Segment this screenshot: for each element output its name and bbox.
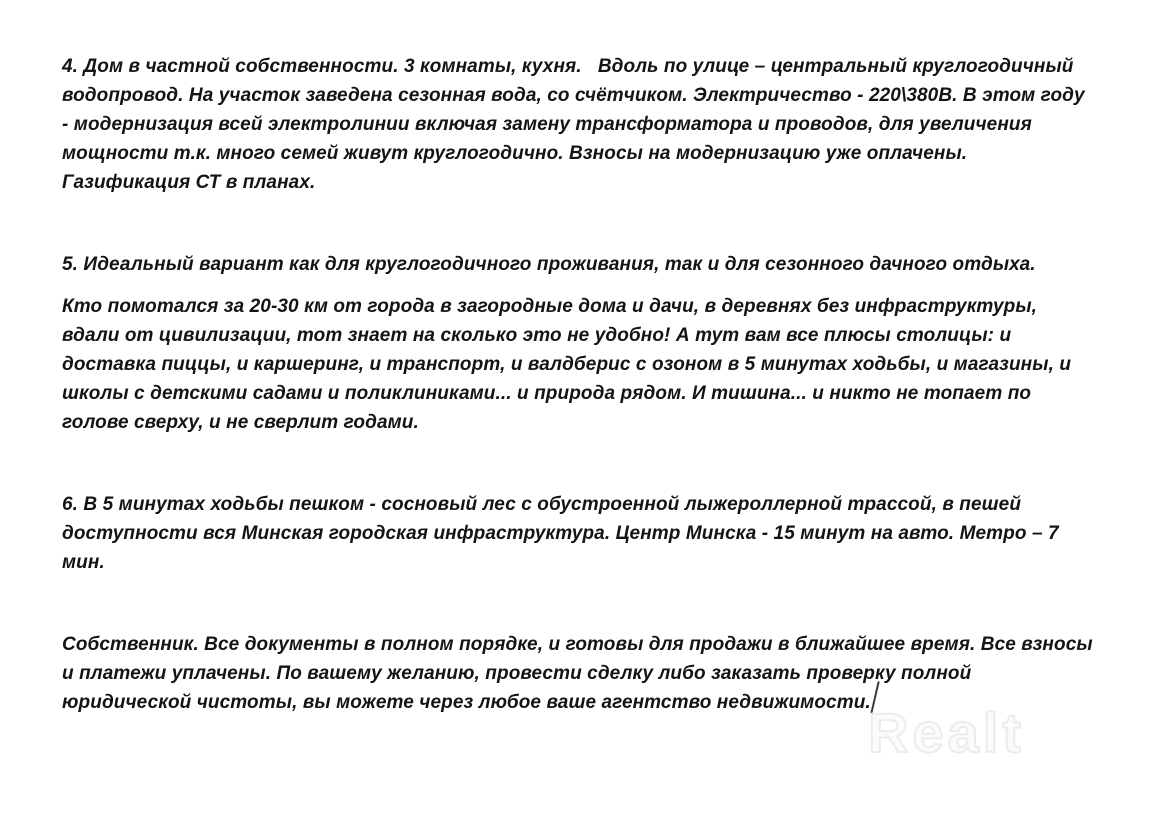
paragraph-4-house-ownership: 4. Дом в частной собственности. 3 комнаты, кухня. Вдоль по улице – центральный круглогодичный водопровод. На участок заведена сезонная вода, со счётчиком. Электричество - 220\380В. В этом году - модернизация всей электролинии включая замену трансформатора и проводов, для увеличения мощности т.к. много семей живут круглогодично. Взносы на модернизацию уже оплачены. Газификация СТ в планах. [62, 56, 1091, 193]
paragraph-owner-documents: Собственник. Все документы в полном порядке, и готовы для продажи в ближайшее время. Все взносы и платежи уплачены. По вашему желанию, провести сделку либо заказать проверку полной юридической чистоты, вы можете через любое ваше агентство недвижимости. [62, 634, 1099, 713]
listing-description-text [62, 52, 1099, 717]
realt-watermark: Realt [868, 701, 1025, 764]
paragraph-5-city-benefits: Кто помотался за 20-30 км от города в загородные дома и дачи, в деревнях без инфраструктуры, вдали от цивилизации, тот знает на сколько это не удобно! А тут вам все плюсы столицы: и доставка пиццы, и каршеринг, и транспорт, и валдберис с озоном в 5 минутах ходьбы, и магазины, и школы с детскими садами и поликлиниками... и природа рядом. И тишина... и никто не топает по голове сверху, и не сверлит годами. [62, 296, 1077, 433]
paragraph-5-heading: 5. Идеальный вариант как для круглогодичного проживания, так и для сезонного дачного отдыха. [62, 254, 1036, 275]
paragraph-6-location: 6. В 5 минутах ходьбы пешком - сосновый лес с обустроенной лыжероллерной трассой, в пешей доступности вся Минская городская инфраструктура. Центр Минска - 15 минут на авто. Метро – 7 мин. [62, 494, 1065, 573]
